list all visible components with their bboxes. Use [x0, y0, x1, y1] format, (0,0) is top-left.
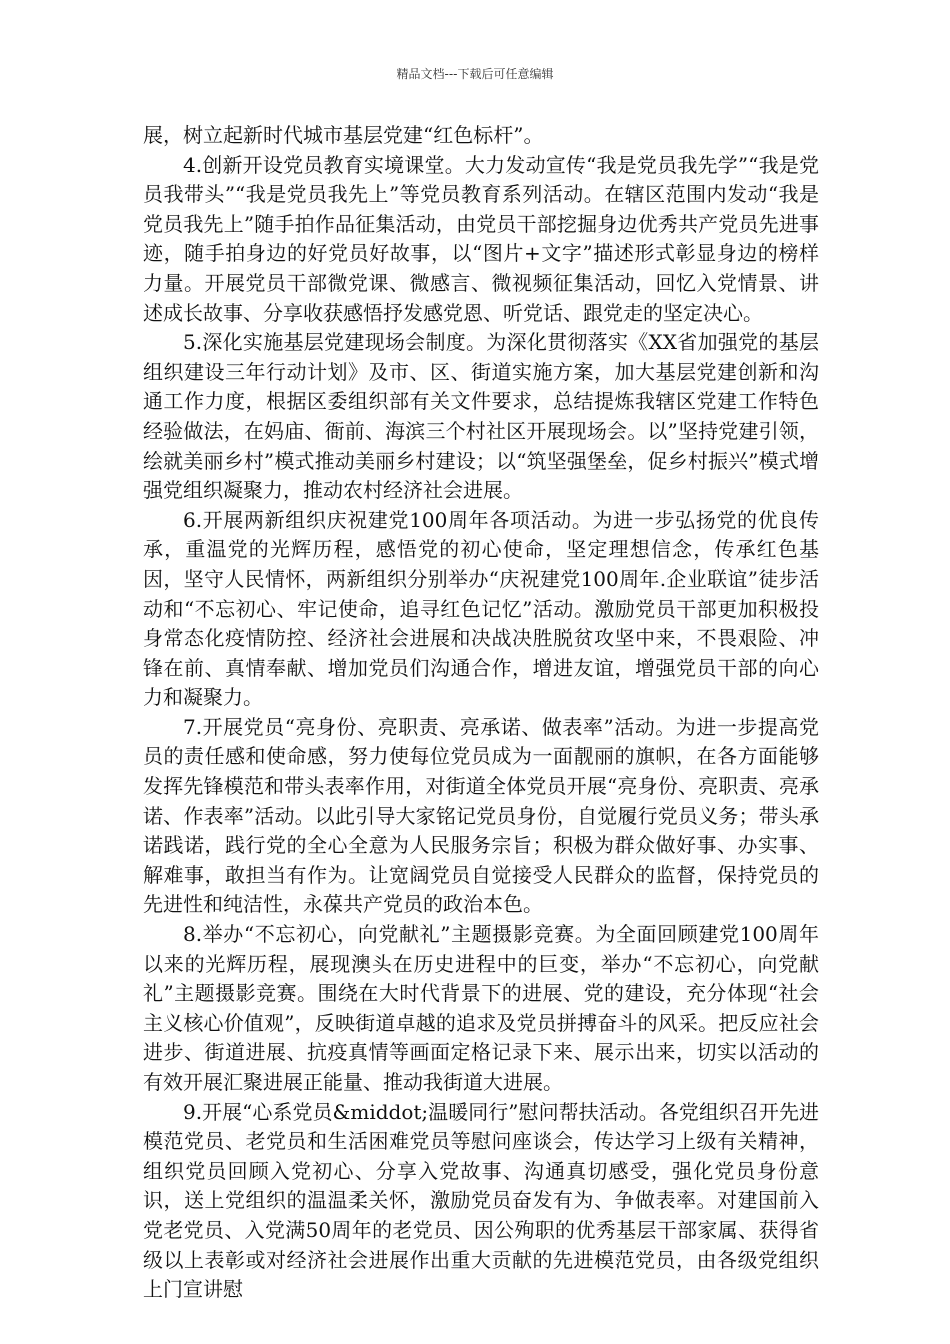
paragraph-item-5: 5.深化实施基层党建现场会制度。为深化贯彻落实《XX省加强党的基层组织建设三年行动计划》及市、区、街道实施方案，加大基层党建创新和沟通工作力度，根据区委组织部有关文件要求，总结提炼我辖区党建工作特色经验做法，在妈庙、衙前、海滨三个村社区开展现场会。以”坚持党建引领，绘就美丽乡村”模式推动美丽乡村建设；以“筑坚强堡垒，促乡村振兴”模式增强党组织凝聚力，推动农村经济社会进展。 — [143, 330, 819, 503]
paragraph-continuation: 展，树立起新时代城市基层党建“红色标杆”。 — [143, 123, 544, 147]
paragraph-item-6: 6.开展两新组织庆祝建党100周年各项活动。为进一步弘扬党的优良传承，重温党的光辉历程，感悟党的初心使命，坚定理想信念，传承红色基因，坚守人民情怀，两新组织分别举办“庆祝建党100周年.企业联谊”徒步活动和“不忘初心、牢记使命，追寻红色记忆”活动。激励党员干部更加积极投身常态化疫情防控、经济社会进展和决战决胜脱贫攻坚中来，不畏艰险、冲锋在前、真情奉献、增加党员们沟通合作，增进友谊，增强党员干部的向心力和凝聚力。 — [143, 507, 819, 710]
paragraph-item-4: 4.创新开设党员教育实境课堂。大力发动宣传“我是党员我先学”“我是党员我带头”“我是党员我先上”等党员教育系列活动。在辖区范围内发动“我是党员我先上”随手拍作品征集活动，由党员干部挖掘身边优秀共产党员先进事迹，随手拍身边的好党员好故事，以“图片+文字”描述形式彰显身边的榜样力量。开展党员干部微党课、微感言、微视频征集活动，回忆入党情景、讲述成长故事、分享收获感悟抒发感党恩、听党话、跟党走的坚定决心。 — [143, 152, 819, 325]
paragraph-item-9: 9.开展“心系党员&middot;温暖同行”慰问帮扶活动。各党组织召开先进模范党员、老党员和生活困难党员等慰问座谈会，传达学习上级有关精神，组织党员回顾入党初心、分享入党故事、沟通真切感受，强化党员身份意识，送上党组织的温温柔关怀，激励党员奋发有为、争做表率。对建国前入党老党员、入党满50周年的老党员、因公殉职的优秀基层干部家属、获得省级以上表彰或对经济社会进展作出重大贡献的先进模范党员，由各级党组织上门宣讲慰 — [143, 1099, 819, 1302]
page-header: 精品文档---下载后可任意编辑 — [396, 67, 554, 81]
paragraph-item-8: 8.举办“不忘初心，向党献礼”主题摄影竞赛。为全面回顾建党100周年以来的光辉历程，展现澳头在历史进程中的巨变，举办“不忘初心，向党献礼”主题摄影竞赛。围绕在大时代背景下的进展、党的建设，充分体现“社会主义核心价值观”，反映街道卓越的追求及党员拼搏奋斗的风采。把反应社会进步、街道进展、抗疫真情等画面定格记录下来、展示出来，切实以活动的有效开展汇聚进展正能量、推动我街道大进展。 — [143, 922, 819, 1094]
paragraph-item-7: 7.开展党员“亮身份、亮职责、亮承诺、做表率”活动。为进一步提高党员的责任感和使命感，努力使每位党员成为一面靓丽的旗帜，在各方面能够发挥先锋模范和带头表率作用，对街道全体党员开展“亮身份、亮职责、亮承诺、作表率”活动。以此引导大家铭记党员身份，自觉履行党员义务；带头承诺践诺，践行党的全心全意为人民服务宗旨；积极为群众做好事、办实事、解难事，敢担当有作为。让宽阔党员自觉接受人民群众的监督，保持党员的先进性和纯洁性，永葆共产党员的政治本色。 — [143, 714, 819, 917]
document-body — [143, 121, 819, 1305]
